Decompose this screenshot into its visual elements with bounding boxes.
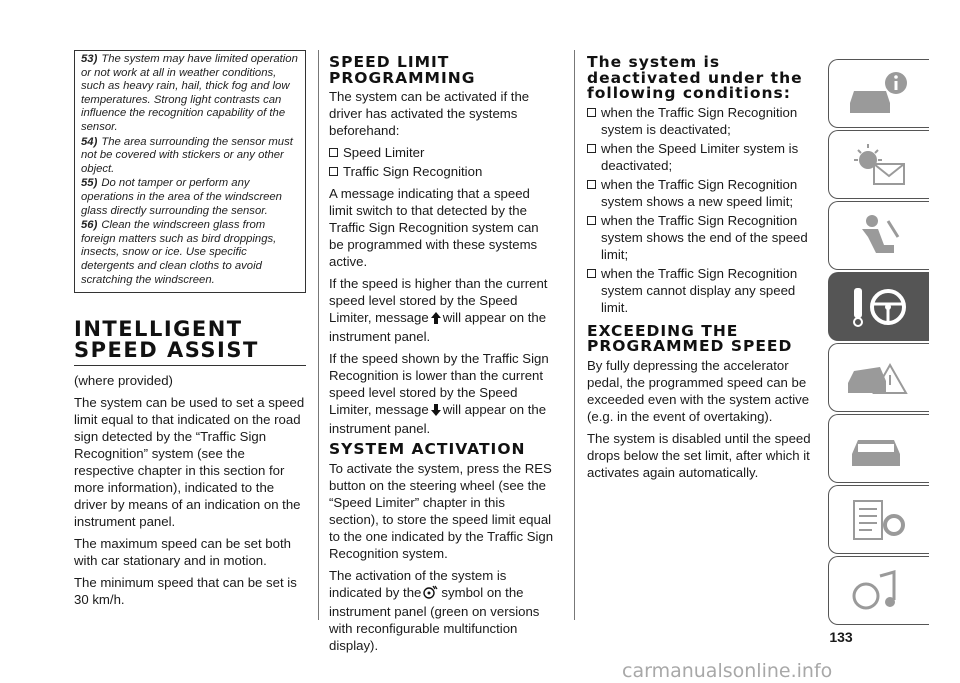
activation-p2: The activation of the system is indicated by the symbol on the instrument panel (green on versions with reconfigurable multifunction display). bbox=[329, 567, 540, 653]
tab-emergency[interactable] bbox=[828, 343, 929, 412]
seat-airbag-icon bbox=[844, 211, 914, 261]
activation-p1: To activate the system, press the RES button on the steering wheel (see the “Speed Limiter” chapter in this section), to store the speed limit equal to the one indicated by the Traffic Sign Recognition system. bbox=[329, 460, 554, 561]
list-item: when the Traffic Sign Recognition system shows the end of the speed limit; bbox=[587, 212, 813, 263]
page-number: 133 bbox=[829, 629, 853, 645]
car-warning-icon bbox=[844, 353, 914, 403]
list-item: when the Traffic Sign Recognition system cannot display any speed limit. bbox=[587, 265, 813, 316]
column-divider bbox=[318, 50, 319, 620]
key-steering-wheel-icon bbox=[844, 282, 914, 332]
programming-p1: A message indicating that a speed limit switch to that detected by the Traffic Sign Recognition system can be programmed with these systems active. bbox=[329, 186, 539, 269]
note-56: 56) Clean the windscreen glass from foreign matters such as bird droppings, insects, snow or ice. Use specific detergents and clean cloths to avoid scratching the windscreen. bbox=[81, 219, 277, 286]
exceeding-p2: The system is disabled until the speed drops below the set limit, after which it activates again automatically. bbox=[587, 430, 811, 480]
column-left bbox=[74, 50, 306, 613]
isa-p4: The minimum speed that can be set is 30 km/h. bbox=[74, 575, 297, 608]
isa-p3: The maximum speed can be set both with car stationary and in motion. bbox=[74, 536, 291, 569]
activation-heading: SYSTEM ACTIVATION bbox=[329, 440, 526, 458]
arrow-down-icon bbox=[431, 403, 441, 420]
car-service-icon bbox=[844, 424, 914, 474]
checkbox-bullet-icon bbox=[587, 108, 596, 117]
lights-envelope-icon bbox=[844, 140, 914, 190]
checkbox-bullet-icon bbox=[587, 269, 596, 278]
isa-heading: INTELLIGENT SPEED ASSIST bbox=[74, 319, 306, 366]
column-right bbox=[587, 55, 813, 486]
multimedia-icon bbox=[844, 566, 914, 616]
checkbox-bullet-icon bbox=[587, 144, 596, 153]
list-item: Speed Limiter bbox=[329, 144, 554, 161]
watermark: carmanualsonline.info bbox=[622, 660, 833, 682]
deactivation-heading: The system is deactivated under the following conditions: bbox=[587, 53, 803, 102]
speed-limit-sign-icon bbox=[423, 585, 439, 603]
tab-lights-warnings[interactable] bbox=[828, 130, 929, 199]
list-item: when the Speed Limiter system is deactivated; bbox=[587, 140, 813, 174]
column-divider bbox=[574, 50, 575, 620]
tab-safety[interactable] bbox=[828, 201, 929, 270]
note-54: 54) The area surrounding the sensor must not be covered with stickers or any other object. bbox=[81, 135, 293, 175]
note-53: 53) The system may have limited operation or not work at all in weather conditions, such as heavy rain, hail, thick fog and low temperatures. Strong light contrasts can influence the recognition capability of the sensor. bbox=[81, 53, 298, 133]
list-item: when the Traffic Sign Recognition system is deactivated; bbox=[587, 104, 813, 138]
exceeding-heading: EXCEEDING THE PROGRAMMED SPEED bbox=[587, 321, 793, 355]
programming-p3: If the speed shown by the Traffic Sign Recognition is lower than the current speed level stored by the Speed Limiter, message will appear on the instrument panel. bbox=[329, 351, 549, 436]
programming-p2: If the speed is higher than the current speed level stored by the Speed Limiter, message will appear on the instrument panel. bbox=[329, 276, 548, 344]
tools-list-icon bbox=[844, 495, 914, 545]
programming-intro: The system can be activated if the driver has activated the systems beforehand: bbox=[329, 89, 530, 138]
car-info-icon bbox=[844, 69, 914, 119]
checkbox-bullet-icon bbox=[329, 148, 338, 157]
tab-car-info[interactable] bbox=[828, 59, 929, 128]
programming-heading: SPEED LIMIT PROGRAMMING bbox=[329, 53, 476, 87]
column-middle bbox=[329, 55, 554, 659]
checkbox-bullet-icon bbox=[587, 216, 596, 225]
isa-p1: (where provided) bbox=[74, 373, 173, 389]
note-55: 55) Do not tamper or perform any operations in the area of the windscreen glass directly surrounding the sensor. bbox=[81, 177, 282, 217]
list-item: when the Traffic Sign Recognition system shows a new speed limit; bbox=[587, 176, 813, 210]
list-item: Traffic Sign Recognition bbox=[329, 163, 554, 180]
tab-starting-driving[interactable] bbox=[828, 272, 929, 341]
exceeding-p1: By fully depressing the accelerator pedal, the programmed speed can be exceeded even with the system active (e.g. in the event of overtaking). bbox=[587, 357, 810, 424]
tab-maintenance[interactable] bbox=[828, 414, 929, 483]
checkbox-bullet-icon bbox=[587, 180, 596, 189]
tab-multimedia[interactable] bbox=[828, 556, 929, 625]
isa-p2: The system can be used to set a speed limit equal to that indicated on the road sign detected by the “Traffic Sign Recognition” system (see the respective chapter in this section for more information), indicated to the driver by means of an indication on the instrument panel. bbox=[74, 395, 305, 530]
tab-technical-data[interactable] bbox=[828, 485, 929, 554]
arrow-up-icon bbox=[431, 311, 441, 328]
checkbox-bullet-icon bbox=[329, 167, 338, 176]
notes-box bbox=[74, 50, 306, 293]
